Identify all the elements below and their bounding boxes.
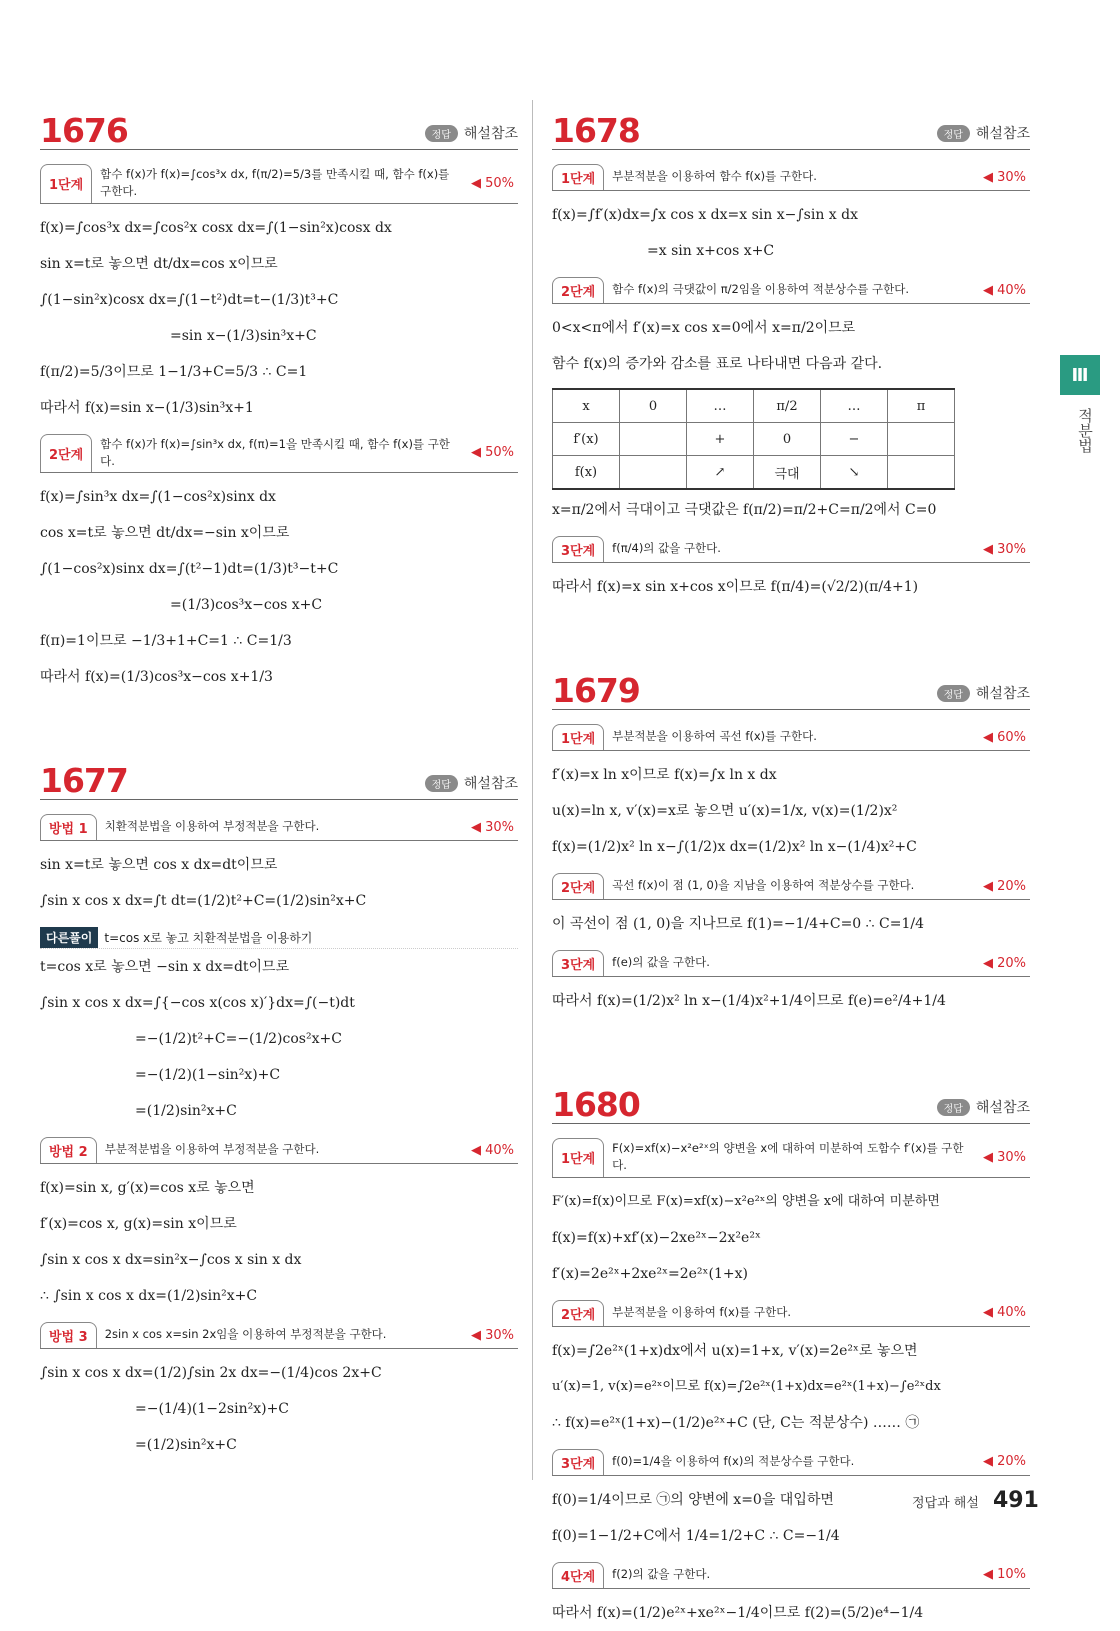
- table-cell: −: [821, 423, 888, 456]
- math-line: 함수 f(x)의 증가와 감소를 표로 나타내면 다음과 같다.: [552, 356, 883, 372]
- answer-badge: 정답: [937, 1099, 970, 1116]
- math-line: 따라서 f(x)=(1/2)e²ˣ+xe²ˣ−1/4이므로 f(2)=(5/2)e⁴−1/4: [552, 1604, 924, 1621]
- step-label: 2단계: [552, 277, 604, 303]
- sign-table: [552, 388, 955, 490]
- page-number: 491: [992, 1488, 1039, 1513]
- step-box: [40, 1137, 518, 1164]
- step-percent: ◀ 30%: [982, 1149, 1026, 1165]
- table-row: [553, 389, 955, 423]
- math-line: u(x)=ln x, v′(x)=x로 놓으면 u′(x)=1/x, v(x)=(1/2)x²: [552, 803, 898, 819]
- problem-number: 1679: [552, 671, 640, 710]
- step-box: [552, 724, 1030, 751]
- answer-ref: [425, 773, 518, 793]
- math-line: f(x)=∫sin³x dx=∫(1−cos²x)sinx dx: [40, 489, 276, 505]
- step-percent: ◀ 30%: [982, 169, 1026, 185]
- step-text: f(π/4)의 값을 구한다.: [612, 541, 721, 556]
- math-line: =−(1/4)(1−2sin²x)+C: [135, 1401, 290, 1417]
- math-line: 이 곡선이 점 (1, 0)을 지나므로 f(1)=−1/4+C=0 ∴ C=1/4: [552, 916, 924, 932]
- math-line: ∫(1−sin²x)cosx dx=∫(1−t²)dt=t−(1/3)t³+C: [40, 291, 339, 308]
- footer-label: 정답과 해설: [912, 1496, 979, 1511]
- step-label: 3단계: [552, 1449, 604, 1475]
- math-line: F′(x)=f(x)이므로 F(x)=xf(x)−x²e²ˣ의 양변을 x에 대하여 미분하면: [552, 1193, 940, 1209]
- step-label: 2단계: [552, 1300, 604, 1326]
- step-box: [552, 1300, 1030, 1327]
- math-line: =(1/3)cos³x−cos x+C: [170, 597, 323, 613]
- math-line: u′(x)=1, v(x)=e²ˣ이므로 f(x)=∫2e²ˣ(1+x)dx=e²ˣ(1+x)−∫e²ˣdx: [552, 1378, 941, 1394]
- spacer: [552, 1019, 1030, 1069]
- problem-1680: [552, 1069, 1030, 1631]
- step-percent: ◀ 40%: [982, 282, 1026, 298]
- step-percent: ◀ 20%: [982, 955, 1026, 971]
- alt-badge: 다른풀이: [40, 927, 98, 948]
- math-line: f(x)=∫2e²ˣ(1+x)dx에서 u(x)=1+x, v′(x)=2e²ˣ로 놓으면: [552, 1342, 918, 1359]
- step-percent: ◀ 30%: [982, 541, 1026, 557]
- step-box: [40, 1322, 518, 1349]
- chapter-label: 적분법: [1076, 408, 1094, 453]
- math-line: cos x=t로 놓으면 dt/dx=−sin x이므로: [40, 525, 290, 541]
- step-label: 1단계: [552, 724, 604, 750]
- step-label: 2단계: [40, 434, 92, 473]
- answer-badge: 정답: [937, 685, 970, 702]
- math-line: t=cos x로 놓으면 −sin x dx=dt이므로: [40, 959, 290, 975]
- step-text: f(e)의 값을 구한다.: [612, 955, 710, 970]
- problem-1677: [40, 745, 518, 1463]
- math-line: f′(x)=x ln x이므로 f(x)=∫x ln x dx: [552, 767, 777, 783]
- step-box: [552, 873, 1030, 900]
- step-text: 부분적분을 이용하여 f(x)를 구한다.: [612, 1304, 792, 1319]
- table-row: [553, 423, 955, 456]
- math-line: ∫sin x cos x dx=∫t dt=(1/2)t²+C=(1/2)sin²x+C: [40, 893, 367, 909]
- answer-text: 해설참조: [975, 686, 1030, 702]
- math-line: 따라서 f(x)=x sin x+cos x이므로 f(π/4)=(√2/2)(π/4+1): [552, 579, 919, 595]
- math-line: sin x=t로 놓으면 cos x dx=dt이므로: [40, 857, 278, 873]
- math-line: ∫sin x cos x dx=∫{−cos x(cos x)′}dx=∫(−t)dt: [40, 995, 355, 1011]
- step-text: 곡선 f(x)이 점 (1, 0)을 지남을 이용하여 적분상수를 구한다.: [612, 878, 915, 893]
- table-cell: [620, 423, 687, 456]
- step-text: 함수 f(x)의 극댓값이 π/2임을 이용하여 적분상수를 구한다.: [612, 282, 909, 297]
- problem-number: 1676: [40, 111, 128, 150]
- math-line: f(0)=1/4이므로 ㉠의 양변에 x=0을 대입하면: [552, 1491, 834, 1508]
- math-line: =x sin x+cos x+C: [647, 243, 775, 259]
- math-line: =sin x−(1/3)sin³x+C: [170, 327, 317, 344]
- math-line: x=π/2에서 극대이고 극댓값은 f(π/2)=π/2+C=π/2에서 C=0: [552, 502, 937, 518]
- step-percent: ◀ 20%: [982, 1454, 1026, 1469]
- table-cell: ↗: [687, 456, 754, 490]
- table-cell: x: [553, 389, 620, 423]
- step-percent: ◀ 20%: [982, 878, 1026, 894]
- step-label: 1단계: [40, 164, 92, 203]
- math-line: 따라서 f(x)=(1/3)cos³x−cos x+1/3: [40, 669, 273, 685]
- math-line: =−(1/2)(1−sin²x)+C: [135, 1067, 281, 1083]
- step-box: [552, 277, 1030, 304]
- step-percent: ◀ 50%: [470, 175, 514, 191]
- answer-ref: [937, 123, 1030, 143]
- table-cell: f(x): [553, 456, 620, 490]
- step-box: [552, 1138, 1030, 1178]
- step-text: 함수 f(x)가 f(x)=∫cos³x dx, f(π/2)=5/3를 만족시킬 때, 함수 f(x)를 구한다.: [100, 167, 450, 199]
- problem-1678: [552, 95, 1030, 605]
- table-cell: [888, 456, 955, 490]
- problem-number: 1677: [40, 761, 128, 800]
- math-line: f(x)=∫f′(x)dx=∫x cos x dx=x sin x−∫sin x dx: [552, 207, 858, 223]
- problem-1676: [40, 95, 518, 695]
- answer-text: 해설참조: [975, 1100, 1030, 1116]
- step-label: 방법 1: [40, 814, 97, 840]
- step-text: F(x)=xf(x)−x²e²ˣ의 양변을 x에 대하여 미분하여 도함수 f′(x)를 구한다.: [612, 1141, 964, 1173]
- math-line: 0<x<π에서 f′(x)=x cos x=0에서 x=π/2이므로: [552, 320, 856, 336]
- math-line: ∫(1−cos²x)sinx dx=∫(t²−1)dt=(1/3)t³−t+C: [40, 561, 339, 577]
- answer-badge: 정답: [937, 125, 970, 142]
- step-box: [552, 950, 1030, 977]
- step-percent: ◀ 60%: [982, 729, 1026, 745]
- table-cell: +: [687, 423, 754, 456]
- spacer: [552, 605, 1030, 655]
- table-cell: f′(x): [553, 423, 620, 456]
- math-line: =(1/2)sin²x+C: [135, 1103, 237, 1119]
- step-box: [40, 434, 518, 474]
- math-line: f(π)=1이므로 −1/3+1+C=1 ∴ C=1/3: [40, 633, 292, 649]
- step-percent: ◀ 50%: [470, 445, 514, 461]
- problem-header: [552, 95, 1030, 150]
- step-label: 방법 2: [40, 1137, 97, 1163]
- math-line: f′(x)=cos x, g(x)=sin x이므로: [40, 1216, 237, 1232]
- page-footer: [912, 1488, 1039, 1513]
- alternative-solution: [40, 927, 518, 949]
- step-percent: ◀ 30%: [470, 819, 514, 835]
- right-column: [552, 95, 1030, 1631]
- table-cell: [888, 423, 955, 456]
- step-percent: ◀ 30%: [470, 1327, 514, 1343]
- step-box: [552, 164, 1030, 191]
- problem-number: 1680: [552, 1085, 640, 1124]
- table-cell: 극대: [754, 456, 821, 490]
- column-divider: [532, 100, 533, 1480]
- problem-1679: [552, 655, 1030, 1019]
- table-cell: 0: [620, 389, 687, 423]
- step-label: 3단계: [552, 536, 604, 562]
- step-percent: ◀ 40%: [982, 1305, 1026, 1320]
- step-box: [552, 1449, 1030, 1476]
- answer-text: 해설참조: [463, 126, 518, 142]
- math-line: f(x)=f(x)+xf′(x)−2xe²ˣ−2x²e²ˣ: [552, 1229, 761, 1246]
- step-label: 3단계: [552, 950, 604, 976]
- math-line: f(π/2)=5/3이므로 1−1/3+C=5/3 ∴ C=1: [40, 363, 308, 380]
- step-text: 함수 f(x)가 f(x)=∫sin³x dx, f(π)=1을 만족시킬 때, 함수 f(x)를 구한다.: [100, 436, 450, 468]
- math-line: ∴ ∫sin x cos x dx=(1/2)sin²x+C: [40, 1288, 258, 1304]
- table-cell: …: [821, 389, 888, 423]
- step-box: [40, 164, 518, 204]
- step-text: 부분적분을 이용하여 함수 f(x)를 구한다.: [612, 169, 817, 184]
- problem-header: [552, 1069, 1030, 1124]
- math-line: f(x)=sin x, g′(x)=cos x로 놓으면: [40, 1180, 255, 1196]
- answer-text: 해설참조: [463, 776, 518, 792]
- step-box: [40, 814, 518, 841]
- step-text: 부분적분법을 이용하여 부정적분을 구한다.: [104, 1142, 320, 1157]
- step-text: 부분적분을 이용하여 곡선 f(x)를 구한다.: [612, 729, 817, 744]
- table-cell: …: [687, 389, 754, 423]
- math-line: ∫sin x cos x dx=(1/2)∫sin 2x dx=−(1/4)cos 2x+C: [40, 1365, 382, 1381]
- step-text: f(2)의 값을 구한다.: [612, 1566, 711, 1581]
- problem-number: 1678: [552, 111, 640, 150]
- step-label: 방법 3: [40, 1322, 97, 1348]
- answer-ref: [937, 683, 1030, 703]
- left-column: [40, 95, 518, 1463]
- step-box: [552, 536, 1030, 563]
- math-line: 따라서 f(x)=sin x−(1/3)sin³x+1: [40, 399, 254, 416]
- step-text: f(0)=1/4을 이용하여 f(x)의 적분상수를 구한다.: [612, 1453, 855, 1468]
- table-cell: [620, 456, 687, 490]
- step-label: 1단계: [552, 164, 604, 190]
- table-cell: π/2: [754, 389, 821, 423]
- answer-badge: 정답: [425, 775, 458, 792]
- table-row: [553, 456, 955, 490]
- math-line: =−(1/2)t²+C=−(1/2)cos²x+C: [135, 1031, 342, 1047]
- math-line: ∴ f(x)=e²ˣ(1+x)−(1/2)e²ˣ+C (단, C는 적분상수) …… ㉠: [552, 1414, 920, 1431]
- table-cell: ↘: [821, 456, 888, 490]
- step-box: [552, 1562, 1030, 1589]
- step-label: 1단계: [552, 1138, 604, 1177]
- step-text: 치환적분법을 이용하여 부정적분을 구한다.: [104, 819, 320, 834]
- spacer: [40, 695, 518, 745]
- math-line: f′(x)=2e²ˣ+2xe²ˣ=2e²ˣ(1+x): [552, 1265, 748, 1282]
- math-line: f(x)=(1/2)x² ln x−∫(1/2)x dx=(1/2)x² ln x−(1/4)x²+C: [552, 839, 917, 855]
- math-line: sin x=t로 놓으면 dt/dx=cos x이므로: [40, 255, 278, 272]
- math-line: ∫sin x cos x dx=sin²x−∫cos x sin x dx: [40, 1252, 302, 1268]
- problem-header: [40, 95, 518, 150]
- step-percent: ◀ 10%: [982, 1567, 1026, 1582]
- problem-header: [40, 745, 518, 800]
- answer-badge: 정답: [425, 125, 458, 142]
- step-label: 4단계: [552, 1562, 604, 1588]
- answer-ref: [937, 1097, 1030, 1117]
- table-cell: 0: [754, 423, 821, 456]
- step-percent: ◀ 40%: [470, 1142, 514, 1158]
- math-line: =(1/2)sin²x+C: [135, 1437, 237, 1453]
- problem-header: [552, 655, 1030, 710]
- alt-text: t=cos x로 놓고 치환적분법을 이용하기: [104, 931, 313, 945]
- table-cell: π: [888, 389, 955, 423]
- math-line: 따라서 f(x)=(1/2)x² ln x−(1/4)x²+1/4이므로 f(e)=e²/4+1/4: [552, 993, 946, 1009]
- step-label: 2단계: [552, 873, 604, 899]
- chapter-tab: Ⅲ: [1060, 355, 1100, 395]
- math-line: f(0)=1−1/2+C에서 1/4=1/2+C ∴ C=−1/4: [552, 1527, 840, 1544]
- answer-ref: [425, 123, 518, 143]
- math-line: f(x)=∫cos³x dx=∫cos²x cosx dx=∫(1−sin²x)cosx dx: [40, 219, 392, 236]
- step-text: 2sin x cos x=sin 2x임을 이용하여 부정적분을 구한다.: [104, 1327, 387, 1342]
- answer-text: 해설참조: [975, 126, 1030, 142]
